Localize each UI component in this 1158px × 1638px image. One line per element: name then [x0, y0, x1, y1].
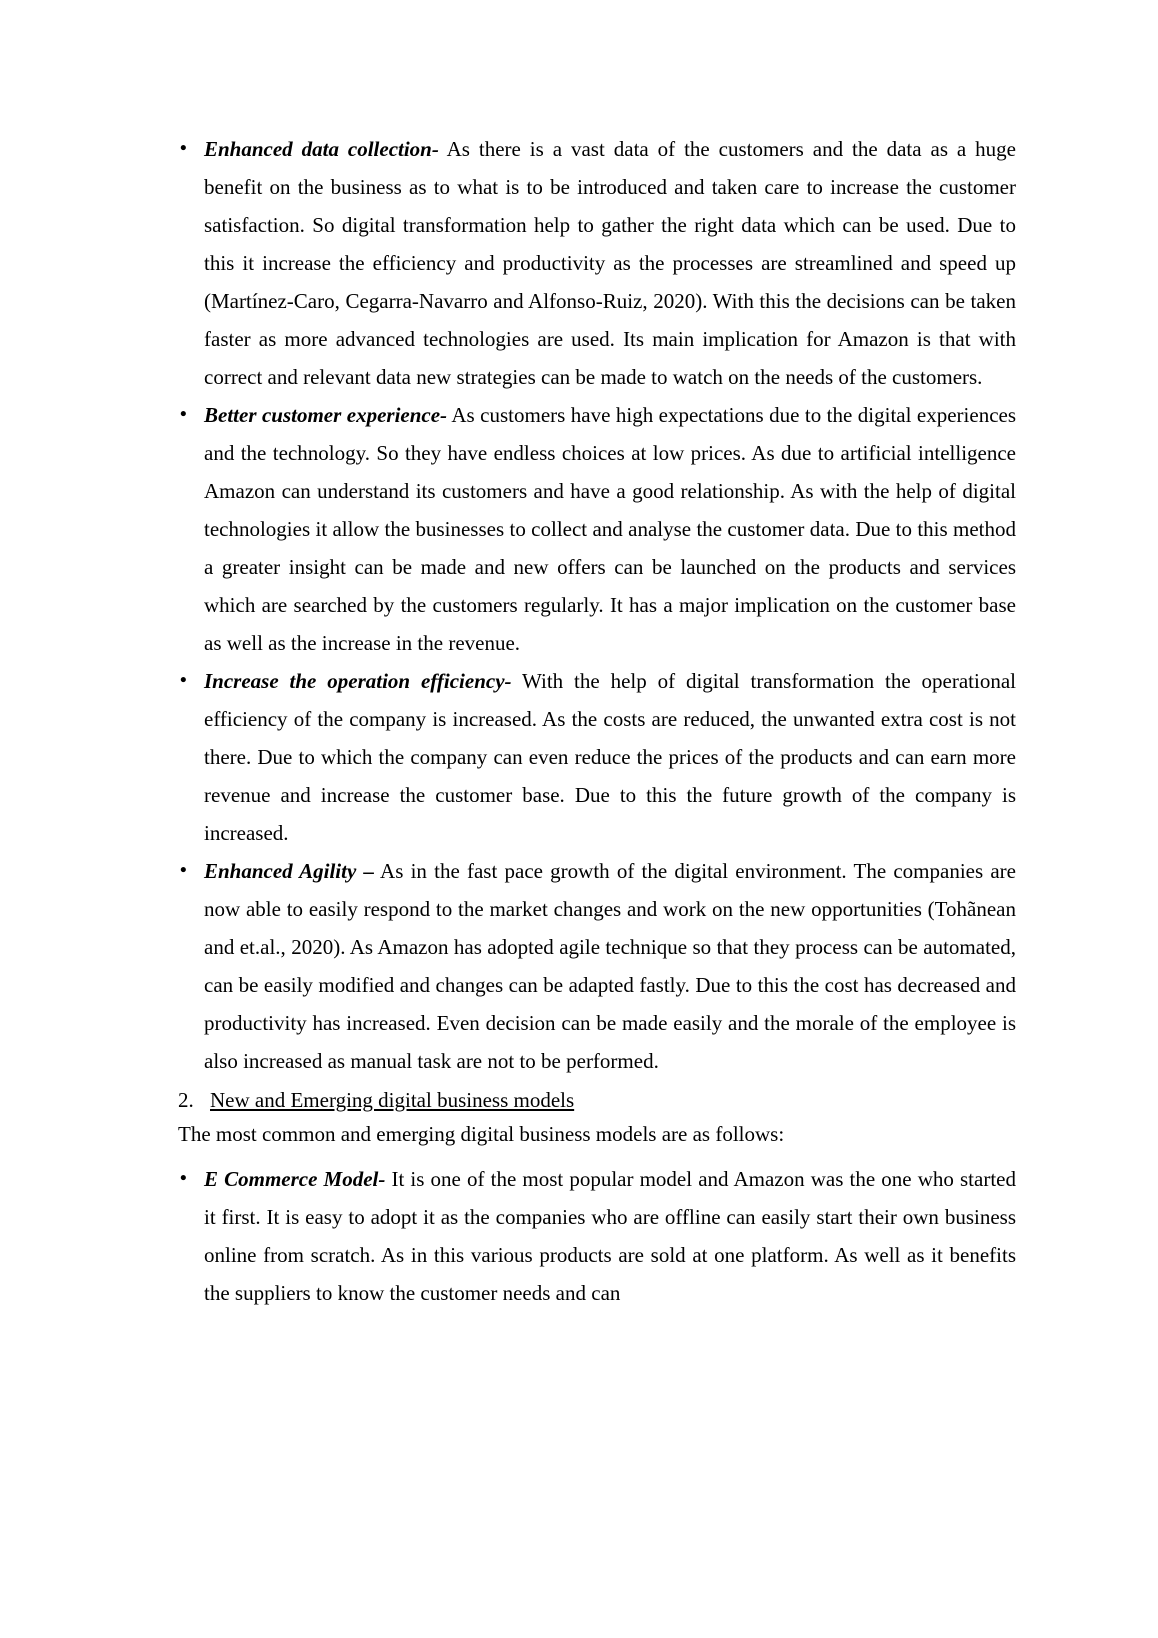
bullet-icon: •	[180, 670, 187, 691]
bullet-body: It is one of the most popular model and Amazon was the one who started it first. It is easy to adopt it as the companies who are offline can easily start their own business online from scratch. As in this various products are sold at one platform. As well as it benefits the suppliers to know the customer needs and can	[204, 1167, 1016, 1305]
bullet-body: As there is a vast data of the customers and the data as a huge benefit on the business as to what is to be introduced and taken care to increase the customer satisfaction. So digital transformation help to gather the right data which can be used. Due to this it increase the efficiency and productivity as the processes are streamlined and speed up (Martínez-Caro, Cegarra-Navarro and Alfonso-Ruiz, 2020). With this the decisions can be taken faster as more advanced technologies are used. Its main implication for Amazon is that with correct and relevant data new strategies can be made to watch on the needs of the customers.	[204, 137, 1016, 389]
bullet-body: As in the fast pace growth of the digital environment. The companies are now able to easily respond to the market changes and work on the new opportunities (Tohãnean and et.al., 2020). As Amazon has adopted agile technique so that they process can be automated, can be easily modified and changes can be adapted fastly. Due to this the cost has decreased and productivity has increased. Even decision can be made easily and the morale of the employee is also increased as manual task are not to be performed.	[204, 859, 1016, 1073]
intro-paragraph: The most common and emerging digital business models are as follows:	[178, 1122, 785, 1146]
heading-title: New and Emerging digital business models	[210, 1088, 575, 1112]
numbered-heading	[178, 1083, 1016, 1117]
bullet-lead: Enhanced Agility –	[204, 859, 374, 883]
bullet-item-operation-efficiency	[178, 662, 1016, 852]
bullet-icon: •	[180, 1168, 187, 1189]
page-content	[178, 130, 1016, 1312]
bullet-icon: •	[180, 138, 187, 159]
bullet-icon: •	[180, 860, 187, 881]
bullet-body: As customers have high expectations due to the digital experiences and the technology. So they have endless choices at low prices. As due to artificial intelligence Amazon can understand its customers and have a good relationship. As with the help of digital technologies it allow the businesses to collect and analyse the customer data. Due to this method a greater insight can be made and new offers can be launched on the products and services which are searched by the customers regularly. It has a major implication on the customer base as well as the increase in the revenue.	[204, 403, 1017, 655]
bullet-item-enhanced-agility	[178, 852, 1016, 1080]
bullet-item-enhanced-data-collection	[178, 130, 1016, 396]
bullet-lead: Increase the operation efficiency-	[204, 669, 512, 693]
bullet-icon: •	[180, 404, 187, 425]
bullet-lead: E Commerce Model-	[204, 1167, 386, 1191]
benefits-bullet-list	[178, 130, 1016, 1080]
bullet-item-better-customer-experience	[178, 396, 1016, 662]
heading-number: 2.	[178, 1088, 194, 1112]
bullet-lead: Enhanced data collection-	[204, 137, 439, 161]
bullet-lead: Better customer experience-	[204, 403, 448, 427]
models-bullet-list	[178, 1160, 1016, 1312]
bullet-item-ecommerce-model	[178, 1160, 1016, 1312]
bullet-body: With the help of digital transformation the operational efficiency of the company is increased. As the costs are reduced, the unwanted extra cost is not there. Due to which the company can even reduce the prices of the products and can earn more revenue and increase the customer base. Due to this the future growth of the company is increased.	[204, 669, 1016, 845]
